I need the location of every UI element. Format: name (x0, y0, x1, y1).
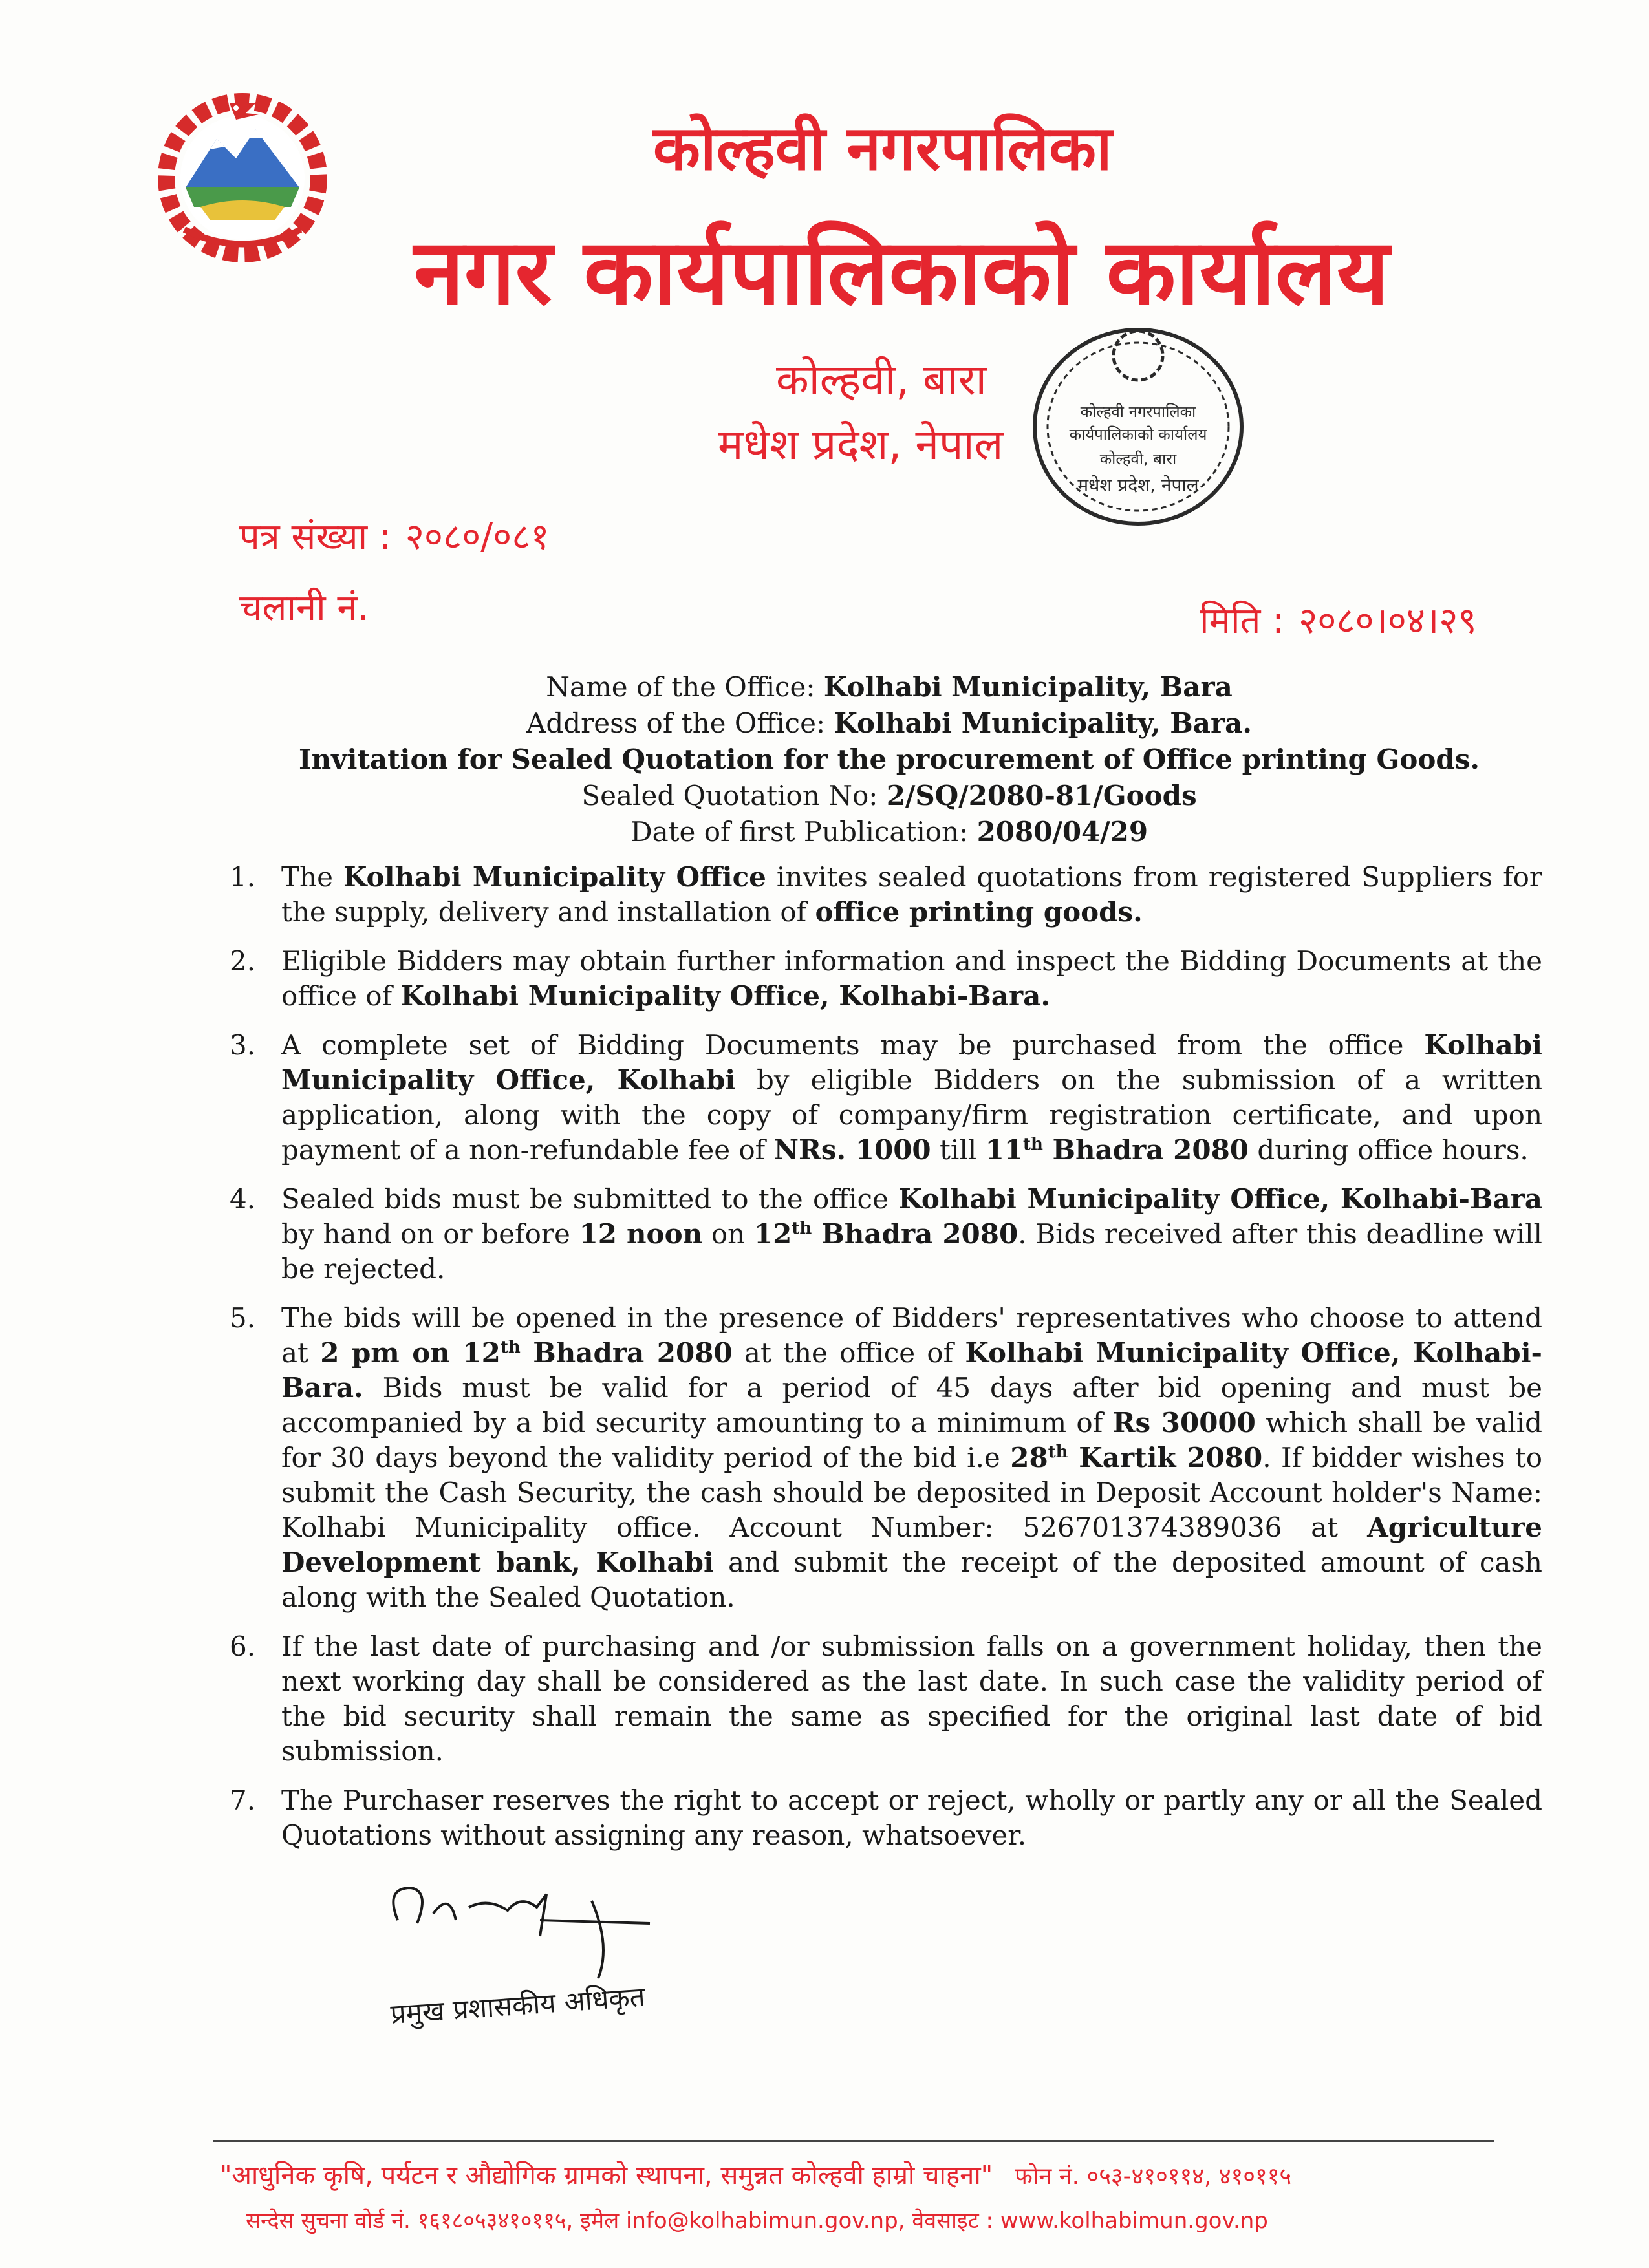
office-name-line: Name of the Office: Kolhabi Municipality, Bara (546, 671, 1233, 703)
footer-slogan: "आधुनिक कृषि, पर्यटन र औद्योगिक ग्रामको स्थापना, समुन्नत कोल्हवी हाम्रो चाहना" (220, 2161, 993, 2190)
municipality-name: कोल्हवी नगरपालिका (653, 113, 1112, 184)
notice-clauses (230, 860, 1542, 1867)
svg-text:कार्यपालिकाको कार्यालय: कार्यपालिकाको कार्यालय (1069, 425, 1207, 444)
clause-2: 2. Eligible Bidders may obtain further information and inspect the Bidding Documents at the office of Kolhabi Municipality Office, Kolhabi-Bara. (230, 945, 1542, 1012)
footer-website-label: वेवसाइट : (912, 2208, 993, 2234)
letter-number (239, 511, 550, 560)
letter-date-value: २०८०।०४।२९ (1299, 600, 1477, 642)
footer-email-label: इमेल (580, 2208, 620, 2234)
footer-notice-board: सन्देस सुचना वोर्ड नं. १६१८०५३४१०११५, (246, 2208, 574, 2234)
clause-7: 7. The Purchaser reserves the right to accept or reject, wholly or partly any or all the Sealed Quotations without assigning any reason, whatsoever. (230, 1784, 1542, 1851)
letter-date (1200, 595, 1477, 644)
footer-contact-line (246, 2205, 1268, 2234)
footer-slogan-line (220, 2156, 1291, 2192)
clause-5: 5. The bids will be opened in the presence of Bidders' representatives who choose to attend at 2 pm on 12th Bhadra 2080 at the office of Kolhabi Municipality Office, Kolhabi-Bara. Bids must be valid for a period of 45 days after bid opening and must be accompanied by a bid security amounting to a minimum of Rs 30000 which shall be valid for 30 days beyond the validity period of the bid i.e 28th Kartik 2080. If bidder wishes to submit the Cash Security, the cash should be deposited in Deposit Account holder's Name: Kolhabi Municipality office. Account Number: 526701374389036 at Agriculture Development bank, Kolhabi and submit the receipt of the deposited amount of cash along with the Sealed Quotation. (230, 1302, 1542, 1613)
clause-6: 6. If the last date of purchasing and /or submission falls on a government holiday, then the next working day shall be considered as the last date. In such case the validity period of the bid security shall remain the same as specified for the original last date of bid submission. (230, 1631, 1542, 1767)
svg-text:मधेश प्रदेश, नेपाल: मधेश प्रदेश, नेपाल (1077, 475, 1199, 496)
quotation-number-line: Sealed Quotation No: 2/SQ/2080-81/Goods (581, 780, 1197, 811)
office-stamp (1022, 278, 1255, 537)
nepal-emblem-logo (146, 74, 339, 268)
svg-text:कोल्हवी नगरपालिका: कोल्हवी नगरपालिका (1080, 403, 1196, 421)
letter-number-value: २०८०/०८१ (405, 516, 550, 558)
invitation-title: Invitation for Sealed Quotation for the procurement of Office printing Goods. (298, 744, 1480, 775)
svg-text:कोल्हवी, बारा: कोल्हवी, बारा (1099, 450, 1177, 468)
office-location: कोल्हवी, बारा (776, 355, 987, 405)
office-province: मधेश प्रदेश, नेपाल (718, 420, 1004, 469)
dispatch-number-label: चलानी नं. (239, 587, 369, 629)
office-address-line: Address of the Office: Kolhabi Municipality, Bara. (526, 707, 1252, 739)
letter-date-label: मिति : (1200, 600, 1285, 642)
publication-date-line: Date of first Publication: 2080/04/29 (630, 816, 1148, 848)
notice-heading (259, 669, 1520, 850)
footer-phone: फोन नं. ०५३-४१०११४, ४१०११५ (1015, 2163, 1292, 2190)
footer-divider (213, 2140, 1494, 2142)
clause-3: 3. A complete set of Bidding Documents may be purchased from the office Kolhabi Municipality Office, Kolhabi by eligible Bidders on the submission of a written application, along with the copy of company/firm registration certificate, and upon payment of a non-refundable fee of NRs. 1000 till 11th Bhadra 2080 during office hours. (230, 1029, 1542, 1166)
svg-text:प्रमुख प्रशासकीय अधिकृत: प्रमुख प्रशासकीय अधिकृत (389, 1980, 647, 2030)
office-title: नगर कार्यपालिकाको कार्यालय (414, 220, 1390, 325)
letter-number-label: पत्र संख्या : (239, 516, 391, 558)
clause-4: 4. Sealed bids must be submitted to the office Kolhabi Municipality Office, Kolhabi-Bara by hand on or before 12 noon on 12th Bhadra 2080. Bids received after this deadline will be rejected. (230, 1183, 1542, 1285)
clause-1: 1. The Kolhabi Municipality Office invites sealed quotations from registered Suppliers for the supply, delivery and installation of office printing goods. (230, 861, 1542, 928)
handwritten-signature (378, 1875, 682, 2049)
footer-website[interactable]: www.kolhabimun.gov.np (1000, 2208, 1268, 2234)
footer-email[interactable]: info@kolhabimun.gov.np, (625, 2208, 905, 2234)
